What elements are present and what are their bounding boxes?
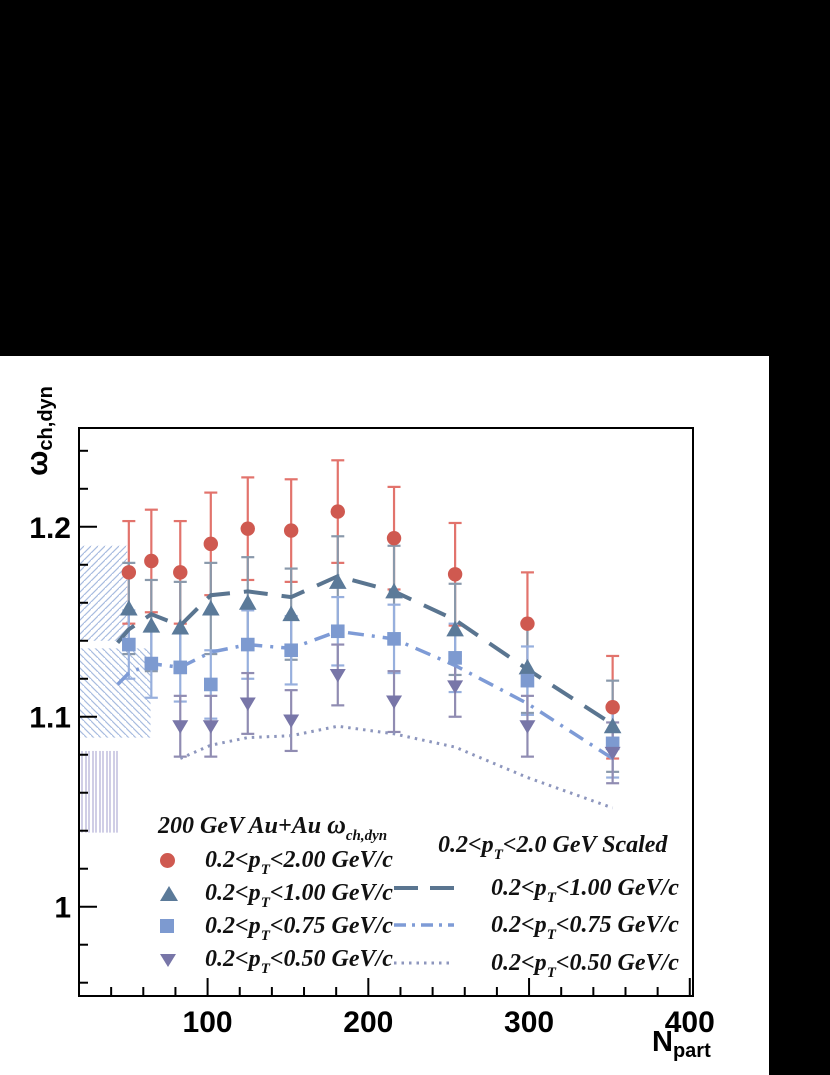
entry-sub: T	[546, 964, 556, 981]
entry-text: <1.00 GeV/c	[269, 880, 393, 906]
legend-data-header-text: 200 GeV Au+Au	[158, 813, 328, 839]
entry-sub: T	[260, 894, 270, 911]
legend-entry-scaled-050	[491, 948, 679, 981]
entry-text: 0.2<p	[491, 950, 547, 976]
legend-omega: ω	[327, 810, 346, 839]
entry-sub: T	[260, 861, 270, 878]
legend-entry-scaled-075	[491, 910, 679, 943]
entry-text: <0.50 GeV/c	[269, 946, 393, 972]
x-tick-label: 400	[664, 1006, 715, 1039]
entry-text: <2.0 GeV Scaled	[502, 832, 668, 858]
x-axis-subscript: part	[672, 1040, 711, 1062]
entry-text: 0.2<p	[205, 880, 261, 906]
entry-sub: T	[260, 927, 270, 944]
entry-text: 0.2<p	[491, 875, 547, 901]
entry-sub: T	[260, 960, 270, 977]
x-tick-label: 200	[343, 1006, 394, 1039]
legend-entry-pt200	[205, 845, 393, 878]
entry-text: <1.00 GeV/c	[555, 875, 679, 901]
legend-marker-triangle-up	[160, 878, 180, 908]
legend-entry-pt100	[205, 878, 393, 911]
x-tick-label: 100	[182, 1006, 233, 1039]
x-axis-main: N	[652, 1026, 673, 1058]
y-tick-label: 1	[54, 891, 71, 925]
x-tick-label: 300	[504, 1006, 555, 1039]
legend-line-dashdot	[392, 920, 456, 930]
entry-sub: T	[546, 926, 556, 943]
entry-text: <0.75 GeV/c	[269, 913, 393, 939]
x-axis-title	[652, 1026, 762, 1063]
y-axis-omega: ω	[21, 450, 54, 476]
legend-entry-pt075	[205, 911, 393, 944]
y-axis-subscript: ch,dyn	[35, 386, 57, 451]
legend-scaled-header	[438, 830, 668, 863]
entry-sub: T	[546, 889, 556, 906]
sys-band-diag-down	[80, 648, 151, 737]
entry-text: <0.50 GeV/c	[555, 950, 679, 976]
legend-line-dashed	[392, 883, 456, 893]
y-axis-title	[19, 357, 57, 505]
entry-text: 0.2<p	[205, 946, 261, 972]
legend-entry-pt050	[205, 944, 393, 977]
entry-text: 0.2<p	[205, 913, 261, 939]
entry-text: 0.2<p	[438, 832, 494, 858]
entry-text: <0.75 GeV/c	[555, 912, 679, 938]
legend-marker-circle	[160, 845, 180, 875]
legend-line-dotted	[392, 958, 456, 968]
y-tick-label: 1.1	[29, 701, 71, 735]
entry-text: 0.2<p	[491, 912, 547, 938]
sys-band-diag-up	[80, 546, 127, 641]
entry-sub: T	[493, 846, 503, 863]
legend-marker-square	[160, 911, 180, 941]
legend-entry-scaled-100	[491, 873, 679, 906]
legend-marker-triangle-down	[160, 944, 180, 974]
entry-text: <2.00 GeV/c	[269, 847, 393, 873]
entry-text: 0.2<p	[205, 847, 261, 873]
legend-omega-subscript: ch,dyn	[345, 827, 388, 844]
legend-data-header	[158, 810, 388, 844]
y-tick-label: 1.2	[29, 511, 71, 545]
